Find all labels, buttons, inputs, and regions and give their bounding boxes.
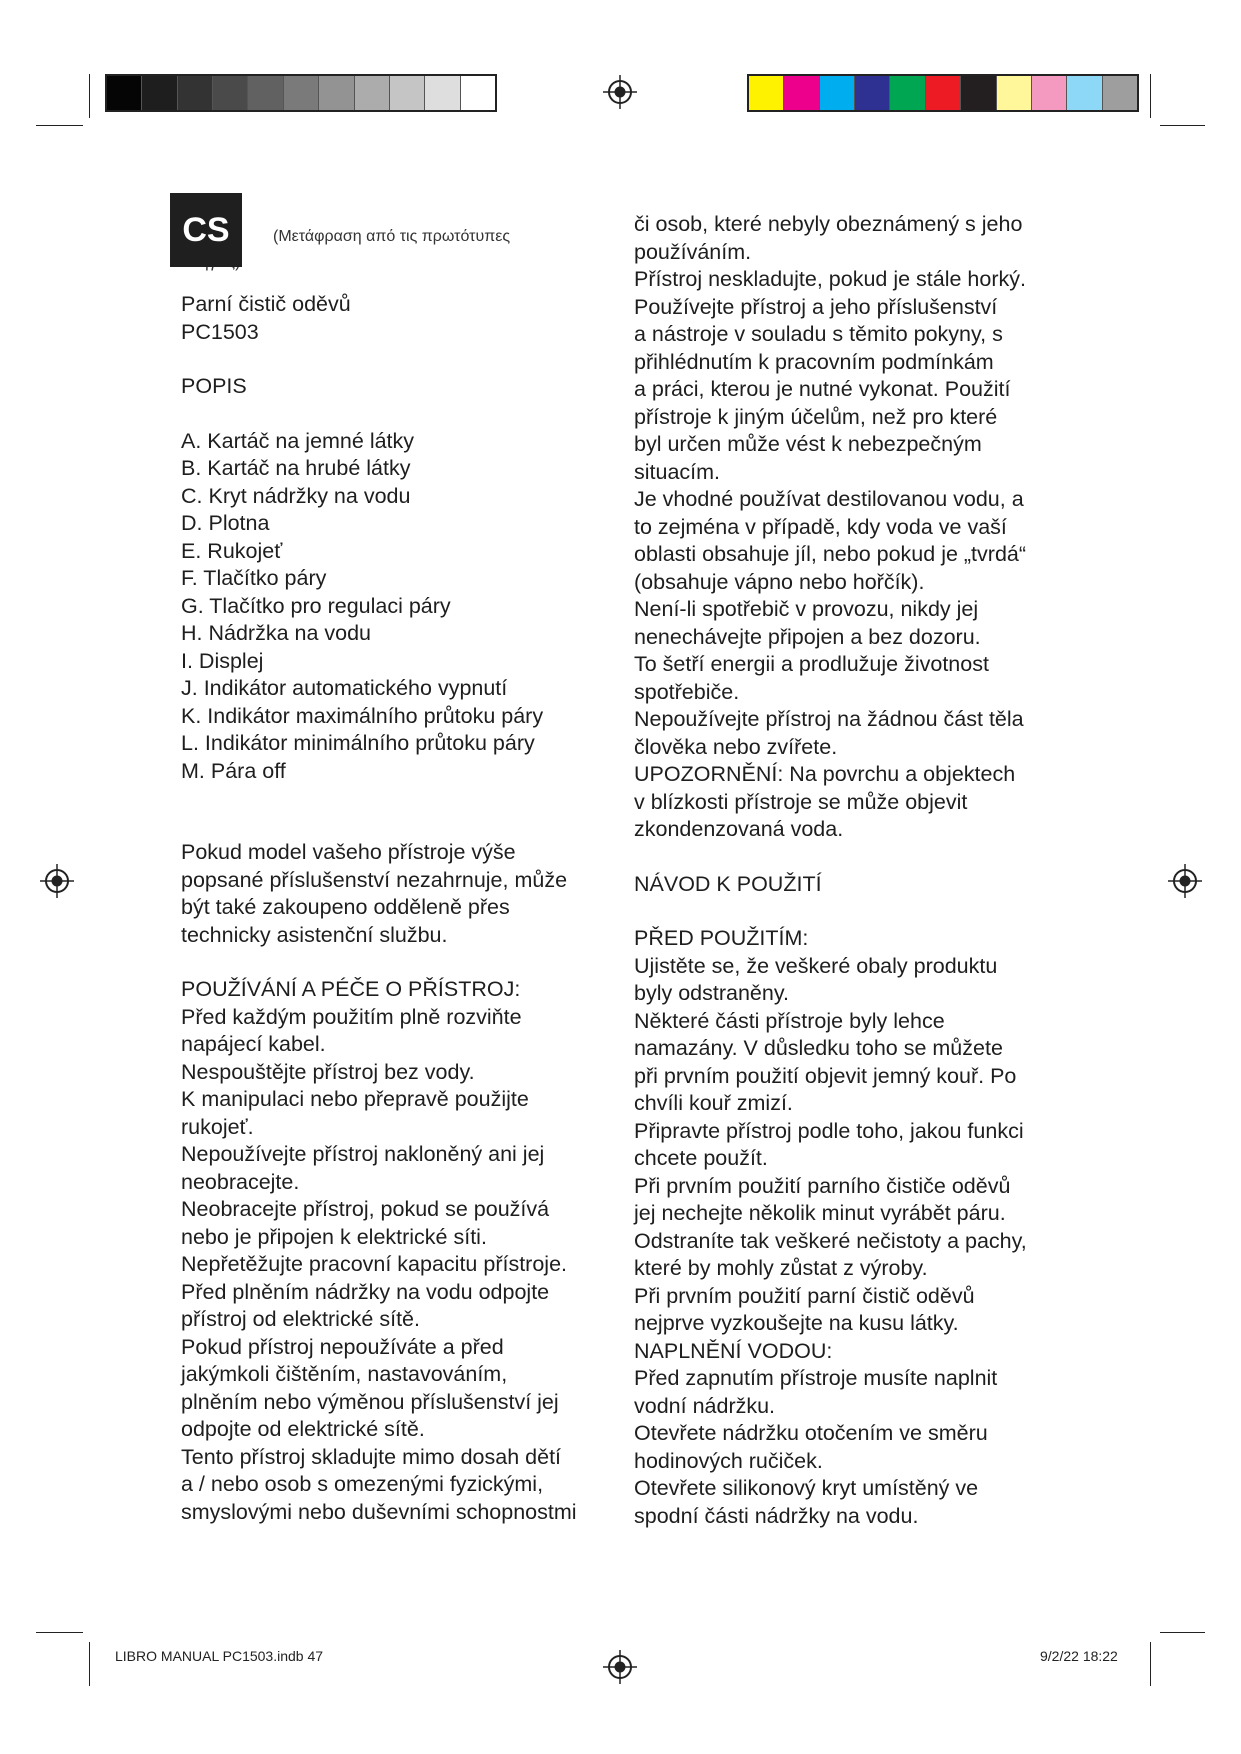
part-item: M. Pára off	[181, 758, 286, 783]
process-swatch	[1032, 76, 1067, 110]
text-line: (obsahuje vápno nebo hořčík).	[634, 569, 925, 594]
text-line: spotřebiče.	[634, 679, 740, 704]
text-line: Otevřete nádržku otočením ve směru	[634, 1421, 988, 1445]
text-line: to zejména v případě, kdy voda ve vaší	[634, 514, 1007, 539]
text-line: napájecí kabel.	[181, 1032, 326, 1056]
text-line: Některé části přístroje byly lehce	[634, 1008, 945, 1033]
text-line: K manipulaci nebo přepravě použijte	[181, 1087, 529, 1111]
text-line: Používejte přístroj a jeho příslušenství	[634, 294, 998, 319]
text-line: a nástroje v souladu s těmito pokyny, s	[634, 322, 1003, 346]
language-badge: CS	[170, 193, 242, 267]
use-care-text	[181, 1004, 611, 1527]
crop-mark	[1160, 1632, 1205, 1633]
text-line: Před zapnutím přístroje musíte naplnit	[634, 1366, 998, 1390]
registration-mark-icon	[1168, 864, 1202, 898]
part-item: J. Indikátor automatického vypnutí	[181, 676, 508, 700]
text-line: či osob, které nebyly obeznámený s jeho	[634, 212, 1023, 236]
crop-mark	[1150, 1642, 1151, 1686]
text-line: rukojeť.	[181, 1114, 254, 1139]
text-line: situacím.	[634, 459, 721, 484]
grayscale-swatch	[319, 76, 354, 110]
text-line: nejprve vyzkoušejte na kusu látky.	[634, 1311, 959, 1335]
text-line: smyslovými nebo duševními schopnostmi	[181, 1499, 577, 1524]
registration-mark-icon	[40, 864, 74, 898]
text-line: přístroj od elektrické sítě.	[181, 1307, 420, 1331]
process-swatch	[997, 76, 1032, 110]
before-use-text	[634, 953, 1074, 1338]
right-column	[634, 211, 1074, 1530]
process-swatch	[961, 76, 996, 110]
text-line: Před plněním nádržky na vodu odpojte	[181, 1279, 550, 1304]
text-line: Přístroj neskladujte, pokud je stále horký.	[634, 267, 1026, 291]
continued-text	[634, 211, 1074, 844]
part-item: C. Kryt nádržky na vodu	[181, 483, 411, 508]
text-line: Není-li spotřebič v provozu, nikdy jej	[634, 597, 979, 621]
text-line: plněním nebo výměnou příslušenství jej	[181, 1389, 559, 1414]
text-line: technicky asistenční službu.	[181, 922, 448, 947]
part-item: G. Tlačítko pro regulaci páry	[181, 593, 451, 618]
text-line: byly odstraněny.	[634, 981, 789, 1005]
text-line: nenechávejte připojen a bez dozoru.	[634, 624, 981, 649]
crop-mark	[89, 1642, 90, 1686]
text-line: chcete použít.	[634, 1146, 768, 1170]
text-line: Při prvním použití parního čističe oděvů	[634, 1173, 1011, 1198]
text-line: Odstraníte tak veškeré nečistoty a pachy,	[634, 1228, 1027, 1253]
text-line: namazány. V důsledku toho se můžete	[634, 1036, 1003, 1060]
greek-note: (Μετάφραση από τις πρωτότυπες	[273, 228, 511, 245]
grayscale-swatch	[248, 76, 283, 110]
text-line: a práci, kterou je nutné vykonat. Použití	[634, 377, 1011, 401]
text-line: Připravte přístroj podle toho, jakou funkci	[634, 1118, 1024, 1143]
text-line: Před každým použitím plně rozviňte	[181, 1004, 522, 1029]
text-line: chvíli kouř zmizí.	[634, 1091, 793, 1115]
text-line: přístroje k jiným účelům, než pro které	[634, 404, 998, 429]
text-line: být také zakoupeno odděleně přes	[181, 895, 510, 919]
process-swatch	[820, 76, 855, 110]
text-line: Otevřete silikonový kryt umístěný ve	[634, 1476, 979, 1500]
text-line: UPOZORNĚNÍ: Na povrchu a objektech	[634, 762, 1016, 786]
text-line: Neobracejte přístroj, pokud se používá	[181, 1197, 550, 1221]
text-line: Pokud přístroj nepoužíváte a před	[181, 1334, 504, 1359]
text-line: Nepřetěžujte pracovní kapacitu přístroje.	[181, 1252, 568, 1276]
process-swatch	[855, 76, 890, 110]
text-line: nebo je připojen k elektrické síti.	[181, 1224, 487, 1249]
crop-mark	[1150, 74, 1151, 118]
crop-mark	[89, 74, 90, 118]
text-line: To šetří energii a prodlužuje životnost	[634, 652, 989, 676]
text-line: vodní nádržku.	[634, 1393, 776, 1418]
registration-mark-icon	[603, 75, 637, 109]
crop-mark	[36, 1632, 83, 1633]
section-heading-fill: NAPLNĚNÍ VODOU:	[634, 1338, 833, 1363]
registration-mark-icon	[603, 1650, 637, 1684]
text-line: jakýmkoli čištěním, nastavováním,	[181, 1362, 508, 1386]
part-item: L. Indikátor minimálního průtoku páry	[181, 731, 535, 755]
text-line: Nespouštějte přístroj bez vody.	[181, 1059, 475, 1084]
grayscale-swatch	[178, 76, 213, 110]
grayscale-swatch	[461, 76, 495, 110]
text-line: které by mohly zůstat z výroby.	[634, 1256, 928, 1280]
text-line: Nepoužívejte přístroj nakloněný ani jej	[181, 1142, 545, 1166]
parts-list	[181, 428, 611, 786]
text-line: Pokud model vašeho přístroje výše	[181, 840, 516, 864]
part-item: D. Plotna	[181, 511, 270, 535]
product-model: PC1503	[181, 319, 259, 344]
text-line: člověka nebo zvířete.	[634, 734, 838, 759]
process-swatch	[1067, 76, 1102, 110]
text-line: popsané příslušenství nezahrnuje, může	[181, 867, 568, 892]
crop-mark	[36, 125, 83, 126]
crop-mark	[1160, 125, 1205, 126]
left-column	[181, 291, 611, 1526]
grayscale-swatch	[284, 76, 319, 110]
text-line: byl určen může vést k nebezpečným	[634, 432, 982, 456]
text-line: neobracejte.	[181, 1169, 300, 1194]
part-item: I. Displej	[181, 648, 264, 673]
text-line: jej nechejte několik minut vyrábět páru.	[634, 1201, 1006, 1225]
part-item: H. Nádržka na vodu	[181, 621, 372, 645]
section-heading-howto: NÁVOD K POUŽITÍ	[634, 871, 822, 896]
part-item: A. Kartáč na jemné látky	[181, 428, 415, 453]
accessory-note	[181, 839, 611, 949]
part-item: F. Tlačítko páry	[181, 566, 327, 590]
part-item: E. Rukojeť	[181, 538, 283, 563]
product-title: Parní čistič oděvů	[181, 292, 351, 316]
part-item: K. Indikátor maximálního průtoku páry	[181, 703, 544, 728]
grayscale-swatch	[142, 76, 177, 110]
text-line: Nepoužívejte přístroj na žádnou část těla	[634, 707, 1024, 731]
grayscale-color-bar	[105, 74, 497, 112]
process-color-bar	[747, 74, 1139, 112]
grayscale-swatch	[425, 76, 460, 110]
text-line: při prvním použití objevit jemný kouř. Po	[634, 1063, 1017, 1088]
process-swatch	[890, 76, 925, 110]
text-line: používáním.	[634, 239, 752, 264]
text-line: Je vhodné používat destilovanou vodu, a	[634, 487, 1024, 511]
text-line: Při prvním použití parní čistič oděvů	[634, 1283, 975, 1308]
text-line: oblasti obsahuje jíl, nebo pokud je „tvrdá“	[634, 542, 1027, 566]
text-line: zkondenzovaná voda.	[634, 817, 844, 841]
part-item: B. Kartáč na hrubé látky	[181, 456, 411, 480]
grayscale-swatch	[107, 76, 142, 110]
text-line: odpojte od elektrické sítě.	[181, 1417, 425, 1441]
text-line: v blízkosti přístroje se může objevit	[634, 789, 968, 814]
process-swatch	[1103, 76, 1137, 110]
text-line: spodní části nádržky na vodu.	[634, 1503, 919, 1528]
text-line: hodinových ručiček.	[634, 1448, 823, 1473]
section-heading-use: POUŽÍVÁNÍ A PÉČE O PŘÍSTROJ:	[181, 977, 521, 1001]
section-heading-before: PŘED POUŽITÍM:	[634, 926, 809, 950]
footer-date: 9/2/22 18:22	[1040, 1648, 1118, 1664]
text-line: Ujistěte se, že veškeré obaly produktu	[634, 953, 998, 978]
grayscale-swatch	[355, 76, 390, 110]
footer-file-info: LIBRO MANUAL PC1503.indb 47	[115, 1648, 324, 1664]
text-line: a / nebo osob s omezenými fyzickými,	[181, 1472, 544, 1496]
process-swatch	[926, 76, 961, 110]
text-line: Tento přístroj skladujte mimo dosah dětí	[181, 1444, 562, 1469]
process-swatch	[784, 76, 819, 110]
grayscale-swatch	[213, 76, 248, 110]
text-line: přihlédnutím k pracovním podmínkám	[634, 349, 994, 374]
process-swatch	[749, 76, 784, 110]
section-heading-popis: POPIS	[181, 374, 247, 398]
fill-water-text	[634, 1365, 1074, 1530]
grayscale-swatch	[390, 76, 425, 110]
